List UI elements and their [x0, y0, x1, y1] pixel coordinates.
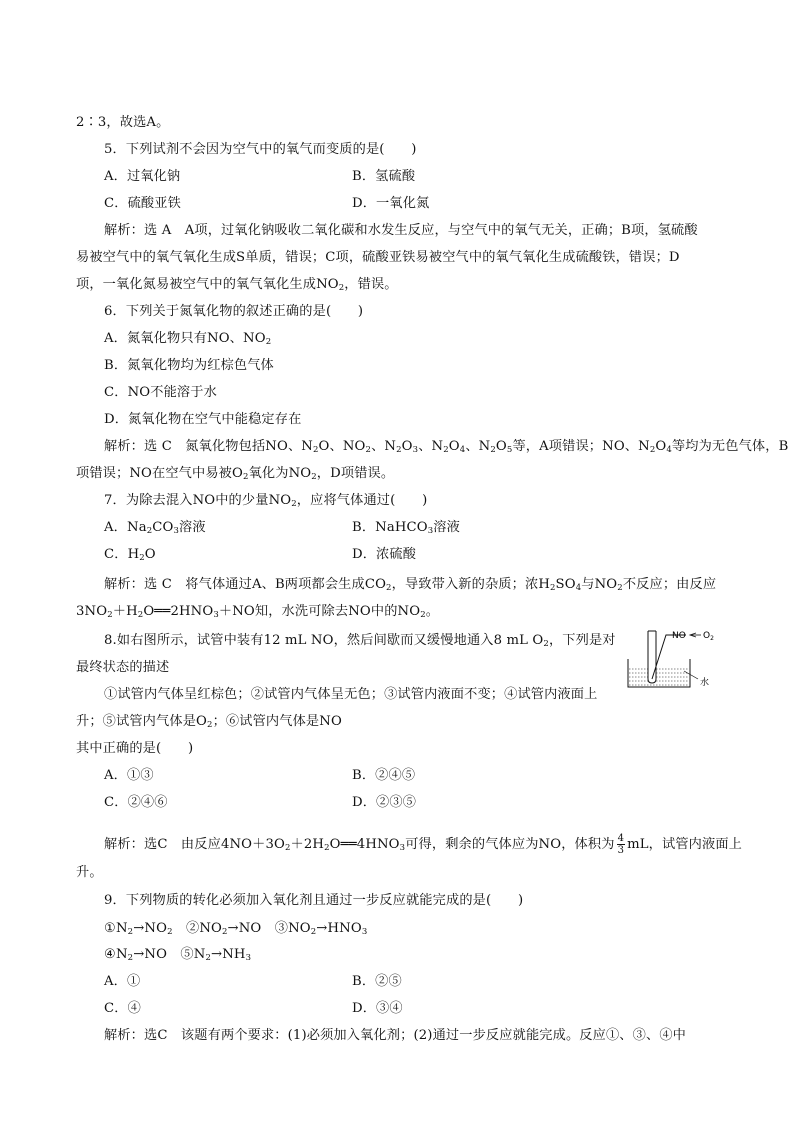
option-c: C．④: [104, 1001, 141, 1016]
option-d: D．一氧化氮: [352, 196, 430, 211]
test-tube-figure: [626, 623, 726, 695]
option-d: D．③④: [352, 1001, 403, 1016]
question-line: $①N_2\to NO_2$ $②NO_2\to NO$ $③NO_2\to HNO_3$: [104, 921, 368, 937]
explanation-line: 解析：选C 由反应$4NO+3O_2+2H_2O══4HNO_3$可得，剩余的气体应为NO，体积为 $\frac{4}{3}$ mL，试管内液面上: [104, 833, 743, 856]
option-c: C．②④⑥: [104, 795, 168, 810]
option-a: A．①: [104, 974, 141, 989]
option-a: A．①③: [104, 768, 154, 783]
question-5: 5．下列试剂不会因为空气中的氧气而变质的是( ): [104, 142, 417, 157]
option-c: C．NO不能溶于水: [104, 385, 217, 400]
option-c: C．硫酸亚铁: [104, 196, 181, 211]
option-b: B．②⑤: [352, 974, 402, 989]
question-6: 6．下列关于氮氧化物的叙述正确的是( ): [104, 304, 364, 319]
option-b: B．②④⑤: [352, 768, 416, 783]
option-b: B．氢硫酸: [352, 169, 416, 184]
option-d: D．②③⑤: [352, 795, 417, 810]
explanation-line: 升。: [76, 865, 103, 880]
explanation-line: 易被空气中的氧气氧化生成S单质，错误；C项，硫酸亚铁易被空气中的氧气氧化生成硫酸铁，错误；D: [76, 250, 680, 265]
explanation-line: 项错误；NO在空气中易被$O_2$氧化为$NO_2$，D项错误。: [76, 466, 395, 482]
question-line: 最终状态的描述: [76, 660, 170, 675]
explanation-line: 解析：选 A A项，过氧化钠吸收二氧化碳和水发生反应，与空气中的氧气无关，正确；B项，氢硫酸: [104, 223, 698, 238]
option-c: C．$H_2O$: [104, 547, 156, 563]
test-tube-diagram: [626, 623, 726, 695]
option-a: A．过氧化钠: [104, 169, 181, 184]
question-line: 其中正确的是( ): [76, 741, 194, 756]
option-a: A．$Na_2CO_3$溶液: [104, 520, 206, 536]
question-9: 9．下列物质的转化必须加入氧化剂且通过一步反应就能完成的是( ): [104, 893, 524, 908]
water-hatching: [629, 669, 689, 685]
explanation-line: 解析：选 C 将气体通过A、B两项都会生成$CO_2$，导致带入新的杂质；浓$H_2SO_4$与$NO_2$不反应；由反应: [104, 577, 717, 593]
option-d: D．浓硫酸: [352, 547, 417, 562]
option-d: D．氮氧化物在空气中能稳定存在: [104, 412, 302, 427]
explanation-line: 项，一氧化氮易被空气中的氧气氧化生成$NO_2$，错误。: [76, 277, 398, 293]
text-line: 2∶3，故选A。: [76, 115, 170, 130]
explanation-line: 解析：选 C 氮氧化物包括NO、$N_2O$、$NO_2$、$N_2O_3$、$N_2O_4$、$N_2O_5$等，A项错误；NO、$N_2O_4$等均为无色气体，B: [104, 439, 789, 455]
option-b: B．NaHCO$_3$溶液: [352, 520, 460, 536]
question-8: 8.如右图所示，试管中装有12 mL NO，然后间歇而又缓慢地通入8 mL $O_2$，下列是对: [104, 633, 616, 649]
fraction: $\frac{4}{3}$: [617, 833, 625, 856]
explanation-line: $3NO_2+H_2O══2HNO_3+NO$知，水洗可除去NO中的$NO_2$。: [76, 604, 440, 620]
question-line: ①试管内气体呈红棕色；②试管内气体呈无色；③试管内液面不变；④试管内液面上: [104, 687, 598, 702]
o2-label: $O_2$: [703, 631, 714, 642]
question-7: 7．为除去混入NO中的少量$NO_2$，应将气体通过( ): [104, 493, 428, 509]
question-line: $④N_2\to NO$ $⑤N_2\to NH_3$: [104, 947, 252, 963]
option-a: A．氮氧化物只有NO、$NO_2$: [104, 331, 272, 347]
option-b: B．氮氧化物均为红棕色气体: [104, 358, 274, 373]
question-line: 升；⑤试管内气体是$O_2$；⑥试管内气体是NO: [76, 714, 342, 730]
no-label: NO: [672, 631, 686, 641]
water-label: 水: [700, 678, 710, 688]
explanation-line: 解析：选C 该题有两个要求：(1)必须加入氧化剂；(2)通过一步反应就能完成。反应①、③、④中: [104, 1028, 686, 1043]
